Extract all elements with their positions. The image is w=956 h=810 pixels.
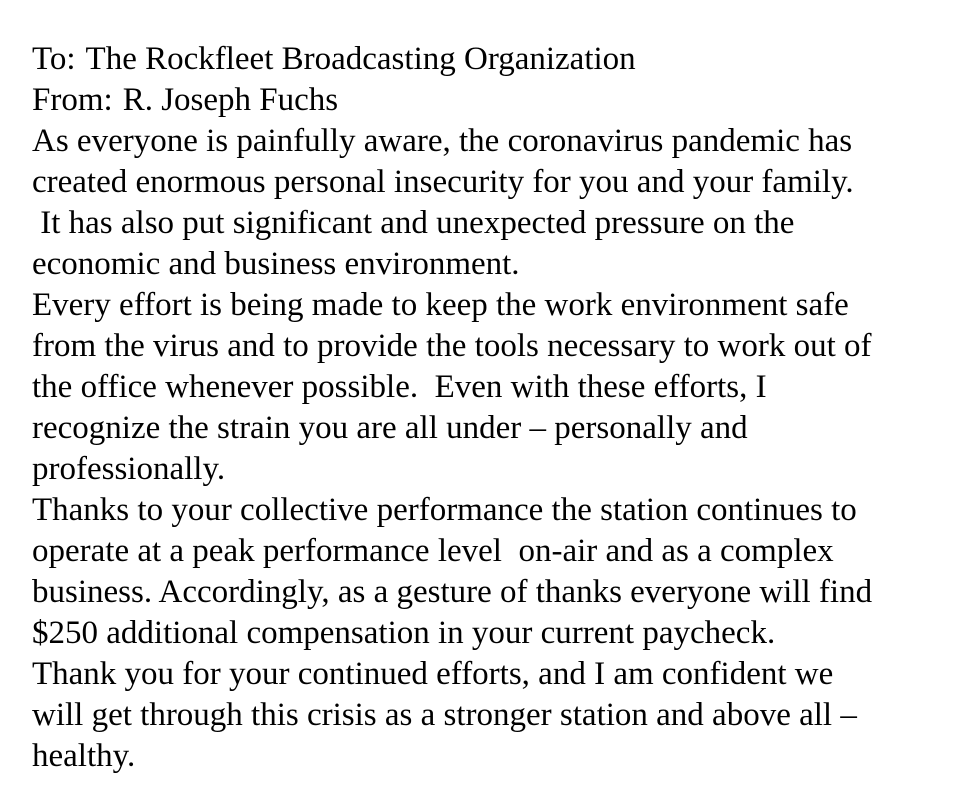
- paragraph-pandemic-impact: [32, 121, 942, 285]
- text-line: the office whenever possible. Even with these efforts, I: [32, 369, 767, 405]
- text-line: Every effort is being made to keep the work environment safe: [32, 287, 849, 323]
- paragraph-compensation: [32, 490, 942, 654]
- text-line: healthy.: [32, 738, 136, 774]
- memo-document: [32, 39, 942, 777]
- paragraph-safety-efforts: [32, 285, 942, 490]
- to-recipient: The Rockfleet Broadcasting Organization: [85, 41, 636, 77]
- from-label: From:: [32, 82, 113, 118]
- paragraph-closing: [32, 654, 942, 777]
- text-line: It has also put significant and unexpected pressure on the: [32, 205, 795, 241]
- text-line: $250 additional compensation in your current paycheck.: [32, 615, 776, 651]
- text-line: Thank you for your continued efforts, and I am confident we: [32, 656, 834, 692]
- text-line: will get through this crisis as a stronger station and above all –: [32, 697, 857, 733]
- to-line: [32, 39, 942, 80]
- text-line: from the virus and to provide the tools necessary to work out of: [32, 328, 872, 364]
- from-sender: R. Joseph Fuchs: [122, 82, 339, 118]
- text-line: recognize the strain you are all under – personally and: [32, 410, 748, 446]
- text-line: Thanks to your collective performance the station continues to: [32, 492, 857, 528]
- text-line: professionally.: [32, 451, 226, 487]
- text-line: As everyone is painfully aware, the coronavirus pandemic has: [32, 123, 853, 159]
- text-line: economic and business environment.: [32, 246, 520, 282]
- text-line: business. Accordingly, as a gesture of thanks everyone will find: [32, 574, 873, 610]
- from-line: [32, 80, 942, 121]
- to-label: To:: [32, 41, 76, 77]
- text-line: operate at a peak performance level on-air and as a complex: [32, 533, 834, 569]
- text-line: created enormous personal insecurity for you and your family.: [32, 164, 854, 200]
